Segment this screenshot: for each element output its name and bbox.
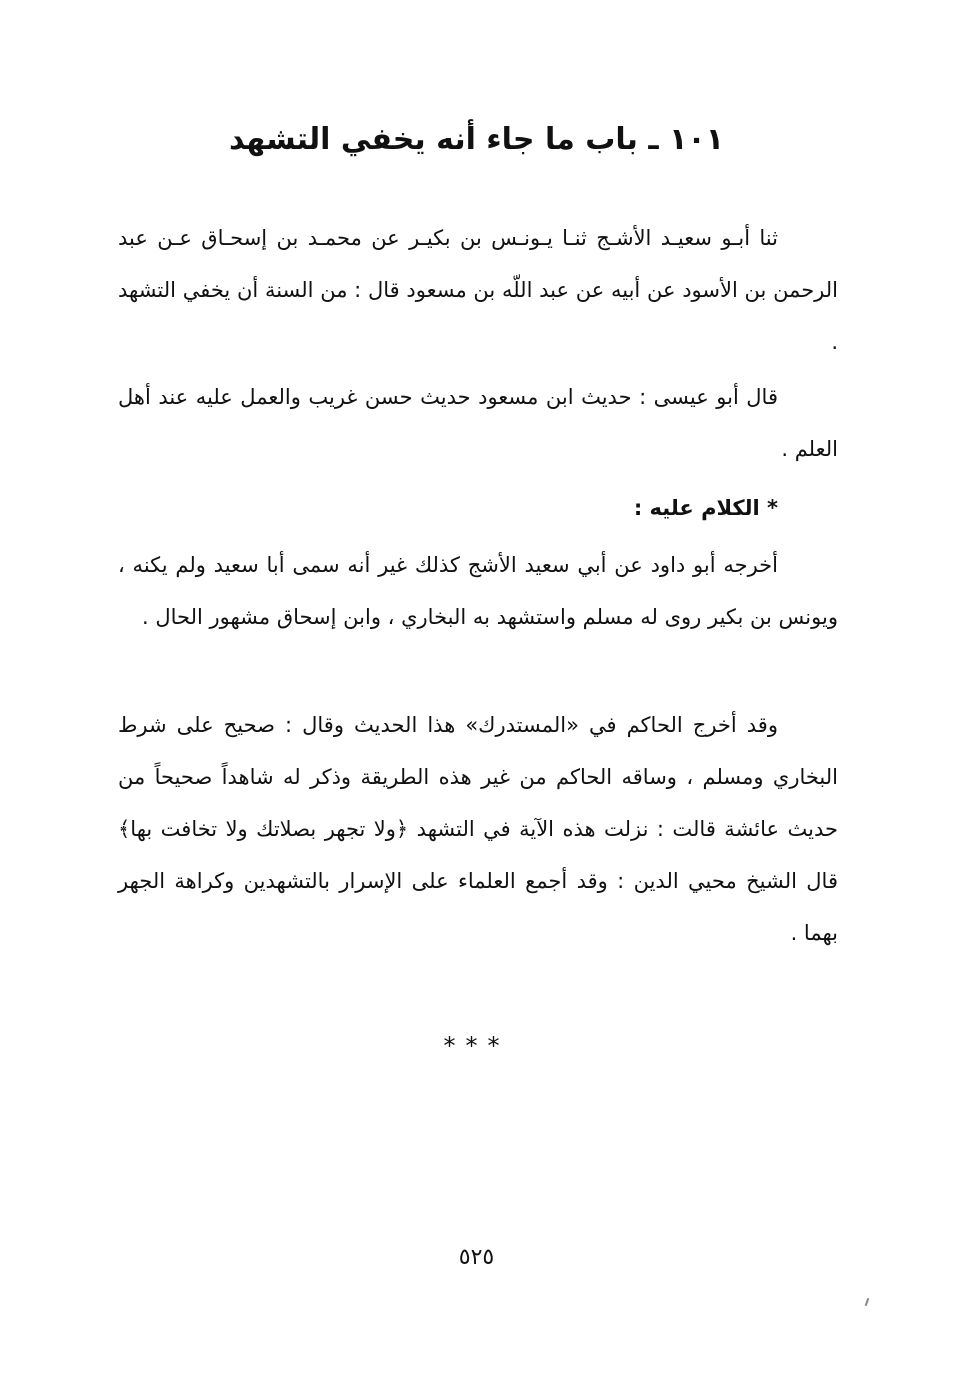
paragraph-hadith-text <box>118 212 838 368</box>
paragraph-text: قال أبو عيسى : حديث ابن مسعود حديث حسن غريب والعمل عليه عند أهل العلم . <box>118 385 838 461</box>
paragraph-text: وقد أخرج الحاكم في «المستدرك» هذا الحديث وقال : صحيح على شرط البخاري ومسلم ، وساقه الحاكم من غير هذه الطريقة وذكر له شاهداً صحيحاً من حديث عائشة قالت : نزلت هذه الآية في التشهد ﴿ولا تجهر بصلاتك ولا تخافت بها﴾ قال الشيخ محيي الدين : وقد أجمع العلماء على الإسرار بالتشهدين وكراهة الجهر بهما . <box>118 713 838 945</box>
paragraph-hakim <box>118 699 838 959</box>
paragraph-text: أخرجه أبو داود عن أبي سعيد الأشج كذلك غير أنه سمى أبا سعيد ولم يكنه ، ويونس بن بكير روى له مسلم واستشهد به البخاري ، وابن إسحاق مشهور الحال . <box>118 553 838 629</box>
page-number: ٥٢٥ <box>458 1245 495 1270</box>
paragraph-abu-dawud <box>118 539 838 643</box>
paragraph-text: ثنا أبـو سعيـد الأشـج ثنـا يـونـس بن بكيـر عن محمـد بن إسحـاق عـن عبد الرحمن بن الأسود عن أبيه عن عبد اللّه بن مسعود قال : من السنة أن يخفي التشهد . <box>118 226 838 354</box>
paragraph-abu-isa-comment <box>118 371 838 475</box>
section-separator: *** <box>443 1032 510 1060</box>
subheading-text: * الكلام عليه : <box>633 496 778 520</box>
scan-speck <box>865 1298 870 1306</box>
chapter-heading: ١٠١ ـ باب ما جاء أنه يخفي التشهد <box>228 122 725 157</box>
commentary-subheading <box>118 482 838 534</box>
